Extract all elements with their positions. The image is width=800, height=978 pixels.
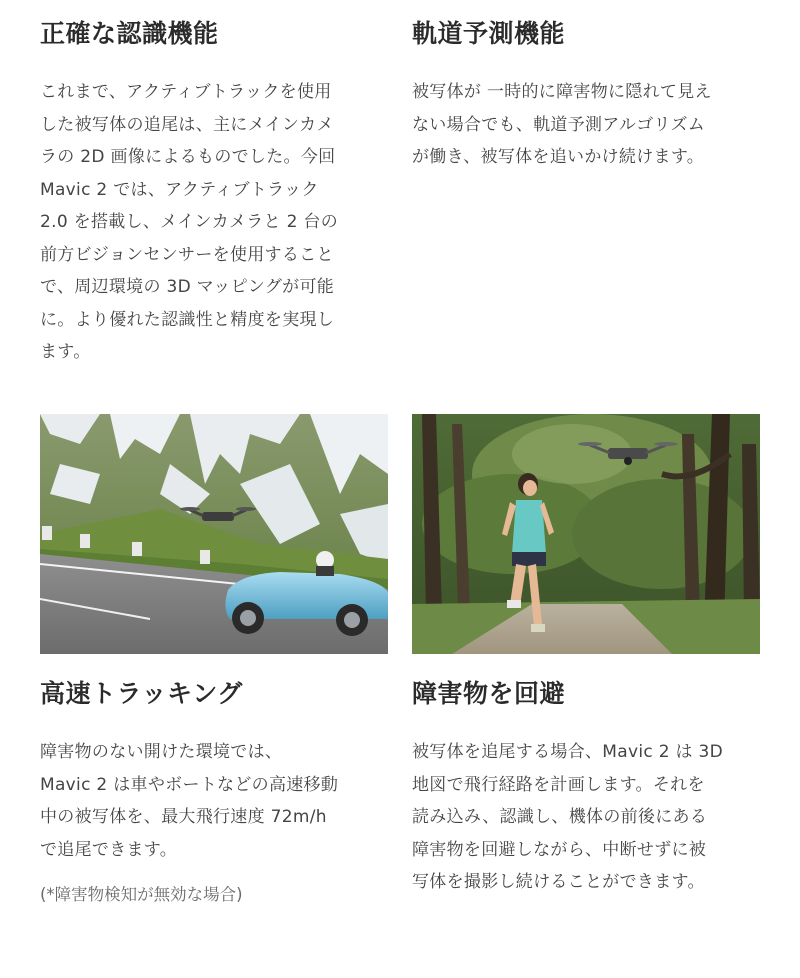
feature-title: 高速トラッキング xyxy=(40,679,243,708)
feature-title: 正確な認識機能 xyxy=(40,19,219,48)
feature-description: 障害物のない開けた環境では、 Mavic 2 は車やボートなどの高速移動 中の被写体を、最大飛行速度 72m/h で追尾できます。 xyxy=(40,742,339,860)
feature-description: 被写体を追尾する場合、Mavic 2 は 3D 地図で飛行経路を計画します。それを 読み込み、認識し、機体の前後にある 障害物を回避しながら、中断せずに被 写体を撮影し続けることができます。 xyxy=(412,742,724,892)
feature-description: これまで、アクティブトラックを使用 した被写体の追尾は、主にメインカメ ラの 2D 画像によるものでした。今回 Mavic 2 では、アクティブトラック 2.0 を搭載し、メインカメラと 2 台の 前方ビジョンセンサーを使用すること で、周辺環境の 3D マッピングが可能 に。より優れた認識性と精度を実現し ます。 xyxy=(40,82,339,362)
car-tracking-photo xyxy=(40,414,388,654)
feature-description: 被写体が 一時的に障害物に隠れて見え ない場合でも、軌道予測アルゴリズム が働き、被写体を追いかけ続けます。 xyxy=(412,82,712,167)
feature-recognition xyxy=(40,14,388,369)
feature-title: 軌道予測機能 xyxy=(412,19,566,48)
feature-high-speed-tracking xyxy=(40,674,388,910)
feature-footnote: (*障害物検知が無効な場合) xyxy=(40,885,243,904)
feature-trajectory xyxy=(412,14,760,174)
feature-title: 障害物を回避 xyxy=(412,679,566,708)
feature-obstacle-avoidance xyxy=(412,674,760,899)
runner-tracking-photo xyxy=(412,414,760,654)
